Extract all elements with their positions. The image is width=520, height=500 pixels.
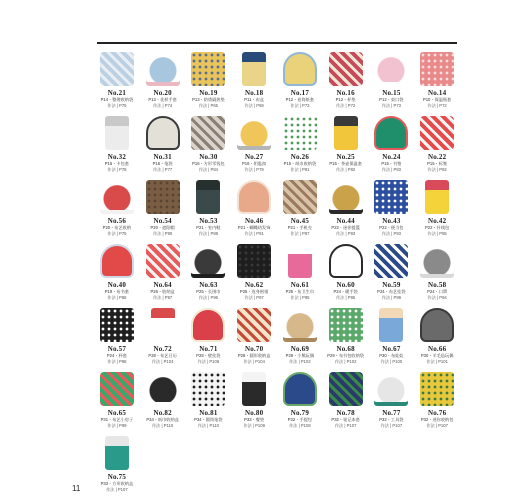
cylinder-case-icon bbox=[191, 372, 225, 406]
item-number: No.71 bbox=[199, 345, 218, 353]
bear-icon bbox=[283, 308, 317, 342]
item-number: No.42 bbox=[427, 217, 447, 225]
catalog-item bbox=[231, 364, 277, 428]
item-pattern-ref: 作法 | P110 bbox=[151, 422, 174, 428]
catalog-item bbox=[231, 172, 277, 236]
item-pattern-ref: 作法 | P93 bbox=[381, 230, 401, 236]
doll-icon bbox=[379, 308, 403, 342]
hanging-bag-icon bbox=[374, 244, 408, 278]
item-pattern-ref: 作法 | P107 bbox=[426, 422, 448, 428]
item-name: P22・便当包 bbox=[379, 225, 404, 230]
item-number: No.68 bbox=[336, 345, 355, 353]
catalog-item bbox=[140, 172, 186, 236]
item-name: P28・壁挂袋 bbox=[196, 353, 221, 358]
tissue-box-icon bbox=[146, 372, 180, 406]
item-pattern-ref: 作法 | P75 bbox=[107, 230, 127, 236]
book-cover-icon bbox=[100, 244, 134, 278]
catalog-item bbox=[277, 172, 323, 236]
tote-icon bbox=[283, 372, 317, 406]
item-name: P21・蝴蝶结发饰 bbox=[237, 225, 271, 230]
item-pattern-ref: 作法 | P69 bbox=[244, 102, 264, 108]
item-name: P32・迷你收纳包 bbox=[420, 417, 454, 422]
mask-icon bbox=[420, 244, 454, 278]
wool-toy-icon bbox=[420, 308, 454, 342]
cloth-pad-icon bbox=[288, 244, 312, 278]
item-pattern-ref: 作法 | P102 bbox=[289, 358, 311, 364]
catalog-item bbox=[186, 300, 232, 364]
catalog-item bbox=[94, 44, 140, 108]
storage-box-icon bbox=[146, 244, 180, 278]
item-name: P15・茶壶保温套 bbox=[329, 161, 362, 166]
catalog-item bbox=[140, 236, 186, 300]
catalog-item bbox=[231, 300, 277, 364]
catalog-item bbox=[369, 364, 415, 428]
item-pattern-ref: 作法 | P65 bbox=[198, 102, 218, 108]
item-name: P13・防烫隔热垫 bbox=[192, 97, 225, 102]
item-pattern-ref: 作法 | P97 bbox=[153, 294, 173, 300]
item-number: No.82 bbox=[153, 409, 172, 417]
item-pattern-ref: 作法 | P96 bbox=[198, 294, 218, 300]
item-number: No.43 bbox=[382, 217, 401, 225]
item-pattern-ref: 作法 | P91 bbox=[244, 230, 264, 236]
item-name: P19・布书套 bbox=[104, 289, 129, 294]
catalog-item bbox=[186, 364, 232, 428]
item-name: P26・收纳盒 bbox=[150, 289, 175, 294]
item-pattern-ref: 作法 | P104 bbox=[243, 358, 265, 364]
catalog-item bbox=[186, 108, 232, 172]
item-number: No.59 bbox=[382, 281, 401, 289]
item-name: P16・方形零钱包 bbox=[192, 161, 225, 166]
item-pattern-ref: 作法 | P93 bbox=[336, 230, 356, 236]
catalog-item bbox=[323, 300, 369, 364]
catalog-item bbox=[186, 172, 232, 236]
item-pattern-ref: 作法 | P102 bbox=[334, 358, 357, 364]
item-number: No.16 bbox=[336, 89, 355, 97]
item-number: No.24 bbox=[382, 153, 401, 161]
item-name: P16・笔袋 bbox=[152, 161, 173, 166]
catalog-item bbox=[369, 44, 415, 108]
item-number: No.64 bbox=[153, 281, 172, 289]
item-number: No.63 bbox=[199, 281, 218, 289]
item-number: No.69 bbox=[290, 345, 310, 353]
item-name: P24・布艺挂袋 bbox=[377, 289, 406, 294]
catalog-item bbox=[94, 172, 140, 236]
catalog-item bbox=[231, 236, 277, 300]
item-name: P20・布艺收纳 bbox=[102, 225, 132, 230]
item-pattern-ref: 作法 | P94 bbox=[427, 294, 447, 300]
catalog-item bbox=[277, 236, 323, 300]
catalog-item bbox=[231, 108, 277, 172]
mitten-icon bbox=[146, 52, 180, 86]
item-name: P21・手机壳 bbox=[287, 225, 312, 230]
catalog-item bbox=[414, 44, 460, 108]
tag-icon bbox=[420, 116, 454, 150]
roll-cover-icon bbox=[283, 52, 317, 86]
item-name: P25・长围巾 bbox=[196, 289, 221, 294]
item-pattern-ref: 作法 | P90 bbox=[153, 230, 173, 236]
item-number: No.26 bbox=[290, 153, 310, 161]
item-name: P12・卷筒纸套 bbox=[285, 97, 315, 102]
item-pattern-ref: 作法 | P72 bbox=[336, 102, 356, 108]
catalog-item bbox=[414, 172, 460, 236]
bookmark-icon bbox=[374, 116, 408, 150]
item-number: No.27 bbox=[244, 153, 264, 161]
catalog-grid bbox=[94, 44, 460, 492]
item-pattern-ref: 作法 | P107 bbox=[106, 486, 128, 492]
item-pattern-ref: 作法 | P78 bbox=[107, 166, 127, 172]
scarf-icon bbox=[191, 244, 225, 278]
item-pattern-ref: 作法 | P98 bbox=[107, 358, 127, 364]
item-name: P16・卡包套 bbox=[104, 161, 129, 166]
item-name: P15・书签 bbox=[381, 161, 402, 166]
wall-pocket-icon bbox=[191, 308, 225, 342]
organizer-icon bbox=[100, 180, 134, 214]
item-name: P30・羊毛毡玩偶 bbox=[420, 353, 454, 358]
mini-basket-icon bbox=[329, 180, 363, 214]
cup-sleeve-icon bbox=[100, 308, 134, 342]
item-number: No.46 bbox=[244, 217, 264, 225]
item-pattern-ref: 作法 | P77 bbox=[153, 166, 173, 172]
item-pattern-ref: 作法 | P74 bbox=[153, 102, 173, 108]
item-pattern-ref: 作法 | P95 bbox=[427, 230, 447, 236]
item-name: P29・小熊玩偶 bbox=[285, 353, 315, 358]
card-case-icon bbox=[105, 116, 129, 150]
bottle-icon bbox=[420, 52, 454, 86]
item-pattern-ref: 作法 | P83 bbox=[381, 166, 401, 172]
catalog-item bbox=[323, 236, 369, 300]
item-pattern-ref: 作法 | P82 bbox=[427, 166, 447, 172]
item-pattern-ref: 作法 | P84 bbox=[198, 166, 218, 172]
hand-warmer-icon bbox=[329, 244, 363, 278]
item-pattern-ref: 作法 | P88 bbox=[198, 230, 218, 236]
item-pattern-ref: 作法 | P72 bbox=[427, 102, 447, 108]
item-number: No.19 bbox=[199, 89, 218, 97]
tea-cozy-icon bbox=[334, 116, 358, 150]
item-number: No.57 bbox=[107, 345, 127, 353]
hat-icon bbox=[146, 180, 180, 214]
item-name: P31・布艺小房子 bbox=[100, 417, 134, 422]
item-number: No.45 bbox=[290, 217, 310, 225]
item-number: No.78 bbox=[336, 409, 355, 417]
item-number: No.72 bbox=[153, 345, 172, 353]
catalog-item bbox=[277, 300, 323, 364]
item-number: No.54 bbox=[153, 217, 172, 225]
slippers-icon bbox=[196, 180, 220, 214]
item-number: No.31 bbox=[153, 153, 172, 161]
catalog-item bbox=[186, 44, 232, 108]
item-name: P25・布卫生巾 bbox=[285, 289, 315, 294]
tool-roll-icon bbox=[374, 372, 408, 406]
item-name: P15・纸巾收纳袋 bbox=[283, 161, 317, 166]
potholder-icon bbox=[191, 52, 225, 86]
item-name: P30・布娃娃 bbox=[379, 353, 404, 358]
item-pattern-ref: 作法 | P73 bbox=[290, 102, 310, 108]
catalog-item bbox=[94, 300, 140, 364]
item-name: P20・遮阳帽 bbox=[150, 225, 175, 230]
item-name: P13・花样手套 bbox=[148, 97, 177, 102]
round-box-icon bbox=[237, 308, 271, 342]
item-name: P32・笔记本套 bbox=[331, 417, 360, 422]
item-pattern-ref: 作法 | P97 bbox=[244, 294, 264, 300]
item-number: No.21 bbox=[107, 89, 127, 97]
item-pattern-ref: 作法 | P109 bbox=[243, 422, 265, 428]
item-number: No.22 bbox=[427, 153, 447, 161]
catalog-item bbox=[323, 44, 369, 108]
catalog-item bbox=[414, 236, 460, 300]
item-name: P15・标签 bbox=[427, 161, 448, 166]
catalog-item bbox=[369, 236, 415, 300]
item-name: P28・布艺日历 bbox=[148, 353, 177, 358]
item-pattern-ref: 作法 | P107 bbox=[334, 422, 357, 428]
tissue-case-icon bbox=[283, 116, 317, 150]
item-name: P28・圆形收纳盒 bbox=[237, 353, 271, 358]
house-icon bbox=[100, 372, 134, 406]
item-number: No.56 bbox=[107, 217, 127, 225]
item-number: No.44 bbox=[336, 217, 355, 225]
pencil-case-icon bbox=[146, 116, 180, 150]
box-icon bbox=[242, 52, 266, 86]
item-name: P34・纸巾收纳盒 bbox=[146, 417, 179, 422]
item-number: No.18 bbox=[244, 89, 264, 97]
catalog-item bbox=[277, 44, 323, 108]
catalog-item bbox=[369, 172, 415, 236]
item-pattern-ref: 作法 | P87 bbox=[290, 230, 310, 236]
item-number: No.77 bbox=[382, 409, 401, 417]
item-number: No.80 bbox=[244, 409, 264, 417]
item-number: No.32 bbox=[107, 153, 127, 161]
catalog-item bbox=[140, 364, 186, 428]
item-pattern-ref: 作法 | P73 bbox=[381, 102, 401, 108]
catalog-item bbox=[140, 108, 186, 172]
placemat-icon bbox=[242, 372, 266, 406]
item-number: No.67 bbox=[382, 345, 401, 353]
catalog-item bbox=[323, 172, 369, 236]
item-pattern-ref: 作法 | P99 bbox=[107, 422, 127, 428]
catalog-item bbox=[140, 300, 186, 364]
item-number: No.76 bbox=[427, 409, 447, 417]
phone-case-icon bbox=[283, 180, 317, 214]
ribbon-icon bbox=[237, 180, 271, 214]
catalog-item bbox=[94, 236, 140, 300]
item-pattern-ref: 作法 | P75 bbox=[107, 102, 127, 108]
calendar-icon bbox=[151, 308, 175, 342]
item-name: P12・杯垫 bbox=[335, 97, 356, 102]
item-name: P33・餐垫 bbox=[244, 417, 265, 422]
item-number: No.70 bbox=[244, 345, 264, 353]
item-pattern-ref: 作法 | P99 bbox=[381, 294, 401, 300]
catalog-item bbox=[323, 108, 369, 172]
item-number: No.66 bbox=[427, 345, 447, 353]
pouch-icon bbox=[100, 52, 134, 86]
item-name: P12・束口袋 bbox=[379, 97, 404, 102]
item-number: No.60 bbox=[336, 281, 355, 289]
square-box-icon bbox=[105, 436, 129, 470]
coaster-icon bbox=[329, 52, 363, 86]
item-name: P24・暖手袋 bbox=[333, 289, 358, 294]
item-number: No.14 bbox=[427, 89, 447, 97]
catalog-item bbox=[186, 236, 232, 300]
item-number: No.15 bbox=[382, 89, 401, 97]
item-pattern-ref: 作法 | P79 bbox=[244, 166, 264, 172]
notebook-icon bbox=[329, 372, 363, 406]
item-number: No.53 bbox=[199, 217, 218, 225]
sewing-kit-icon bbox=[425, 180, 449, 214]
item-name: P11・布盒 bbox=[244, 97, 264, 102]
item-name: P24・口罩 bbox=[427, 289, 448, 294]
item-number: No.40 bbox=[107, 281, 127, 289]
catalog-item bbox=[277, 364, 323, 428]
page-number: 11 bbox=[72, 484, 81, 493]
catalog-item bbox=[414, 300, 460, 364]
item-number: No.58 bbox=[427, 281, 447, 289]
catalog-item bbox=[323, 364, 369, 428]
item-pattern-ref: 作法 | P108 bbox=[289, 422, 311, 428]
item-name: P33・方形收纳盒 bbox=[100, 481, 134, 486]
key-holder-icon bbox=[237, 116, 271, 150]
catalog-item bbox=[140, 44, 186, 108]
item-pattern-ref: 作法 | P81 bbox=[290, 166, 310, 172]
item-number: No.61 bbox=[290, 281, 310, 289]
item-number: No.30 bbox=[199, 153, 218, 161]
item-name: P14・整理收纳袋 bbox=[100, 97, 134, 102]
item-name: P32・工具袋 bbox=[379, 417, 404, 422]
mini-pouch-icon bbox=[420, 372, 454, 406]
lunch-bag-icon bbox=[374, 180, 408, 214]
catalog-item bbox=[94, 428, 140, 492]
item-pattern-ref: 作法 | P110 bbox=[197, 422, 219, 428]
item-name: P24・杯套 bbox=[106, 353, 127, 358]
item-number: No.75 bbox=[107, 473, 127, 481]
item-pattern-ref: 作法 | P104 bbox=[151, 358, 174, 364]
apron-icon bbox=[237, 244, 271, 278]
item-name: P32・手提包 bbox=[287, 417, 312, 422]
item-name: P22・针线包 bbox=[425, 225, 450, 230]
item-number: No.79 bbox=[290, 409, 310, 417]
catalog-item bbox=[414, 108, 460, 172]
item-pattern-ref: 作法 | P101 bbox=[426, 358, 448, 364]
catalog-item bbox=[231, 44, 277, 108]
catalog-item bbox=[94, 364, 140, 428]
item-pattern-ref: 作法 | P86 bbox=[107, 294, 127, 300]
item-name: P16・钥匙扣 bbox=[242, 161, 267, 166]
item-pattern-ref: 作法 | P107 bbox=[380, 422, 403, 428]
item-name: P22・迷你提篮 bbox=[331, 225, 360, 230]
item-number: No.62 bbox=[244, 281, 264, 289]
catalog-item bbox=[414, 364, 460, 428]
item-name: P29・布书包收纳袋 bbox=[327, 353, 364, 358]
catalog-item bbox=[369, 108, 415, 172]
catalog-item bbox=[277, 108, 323, 172]
item-name: P21・室内鞋 bbox=[196, 225, 221, 230]
item-pattern-ref: 作法 | P95 bbox=[336, 294, 356, 300]
item-number: No.25 bbox=[336, 153, 355, 161]
item-name: P34・圆筒笔袋 bbox=[194, 417, 223, 422]
item-number: No.81 bbox=[199, 409, 218, 417]
coin-purse-icon bbox=[191, 116, 225, 150]
doll-bag-icon bbox=[329, 308, 363, 342]
item-number: No.17 bbox=[290, 89, 310, 97]
item-number: No.65 bbox=[107, 409, 127, 417]
catalog-item bbox=[369, 300, 415, 364]
catalog-item bbox=[94, 108, 140, 172]
item-pattern-ref: 作法 | P82 bbox=[336, 166, 356, 172]
item-pattern-ref: 作法 | P95 bbox=[290, 294, 310, 300]
drawstring-icon bbox=[374, 52, 408, 86]
item-pattern-ref: 作法 | P100 bbox=[380, 358, 403, 364]
item-pattern-ref: 作法 | P106 bbox=[197, 358, 220, 364]
item-number: No.20 bbox=[153, 89, 172, 97]
item-name: P25・连身围裙 bbox=[239, 289, 269, 294]
item-name: P10・保温瓶套 bbox=[422, 97, 452, 102]
